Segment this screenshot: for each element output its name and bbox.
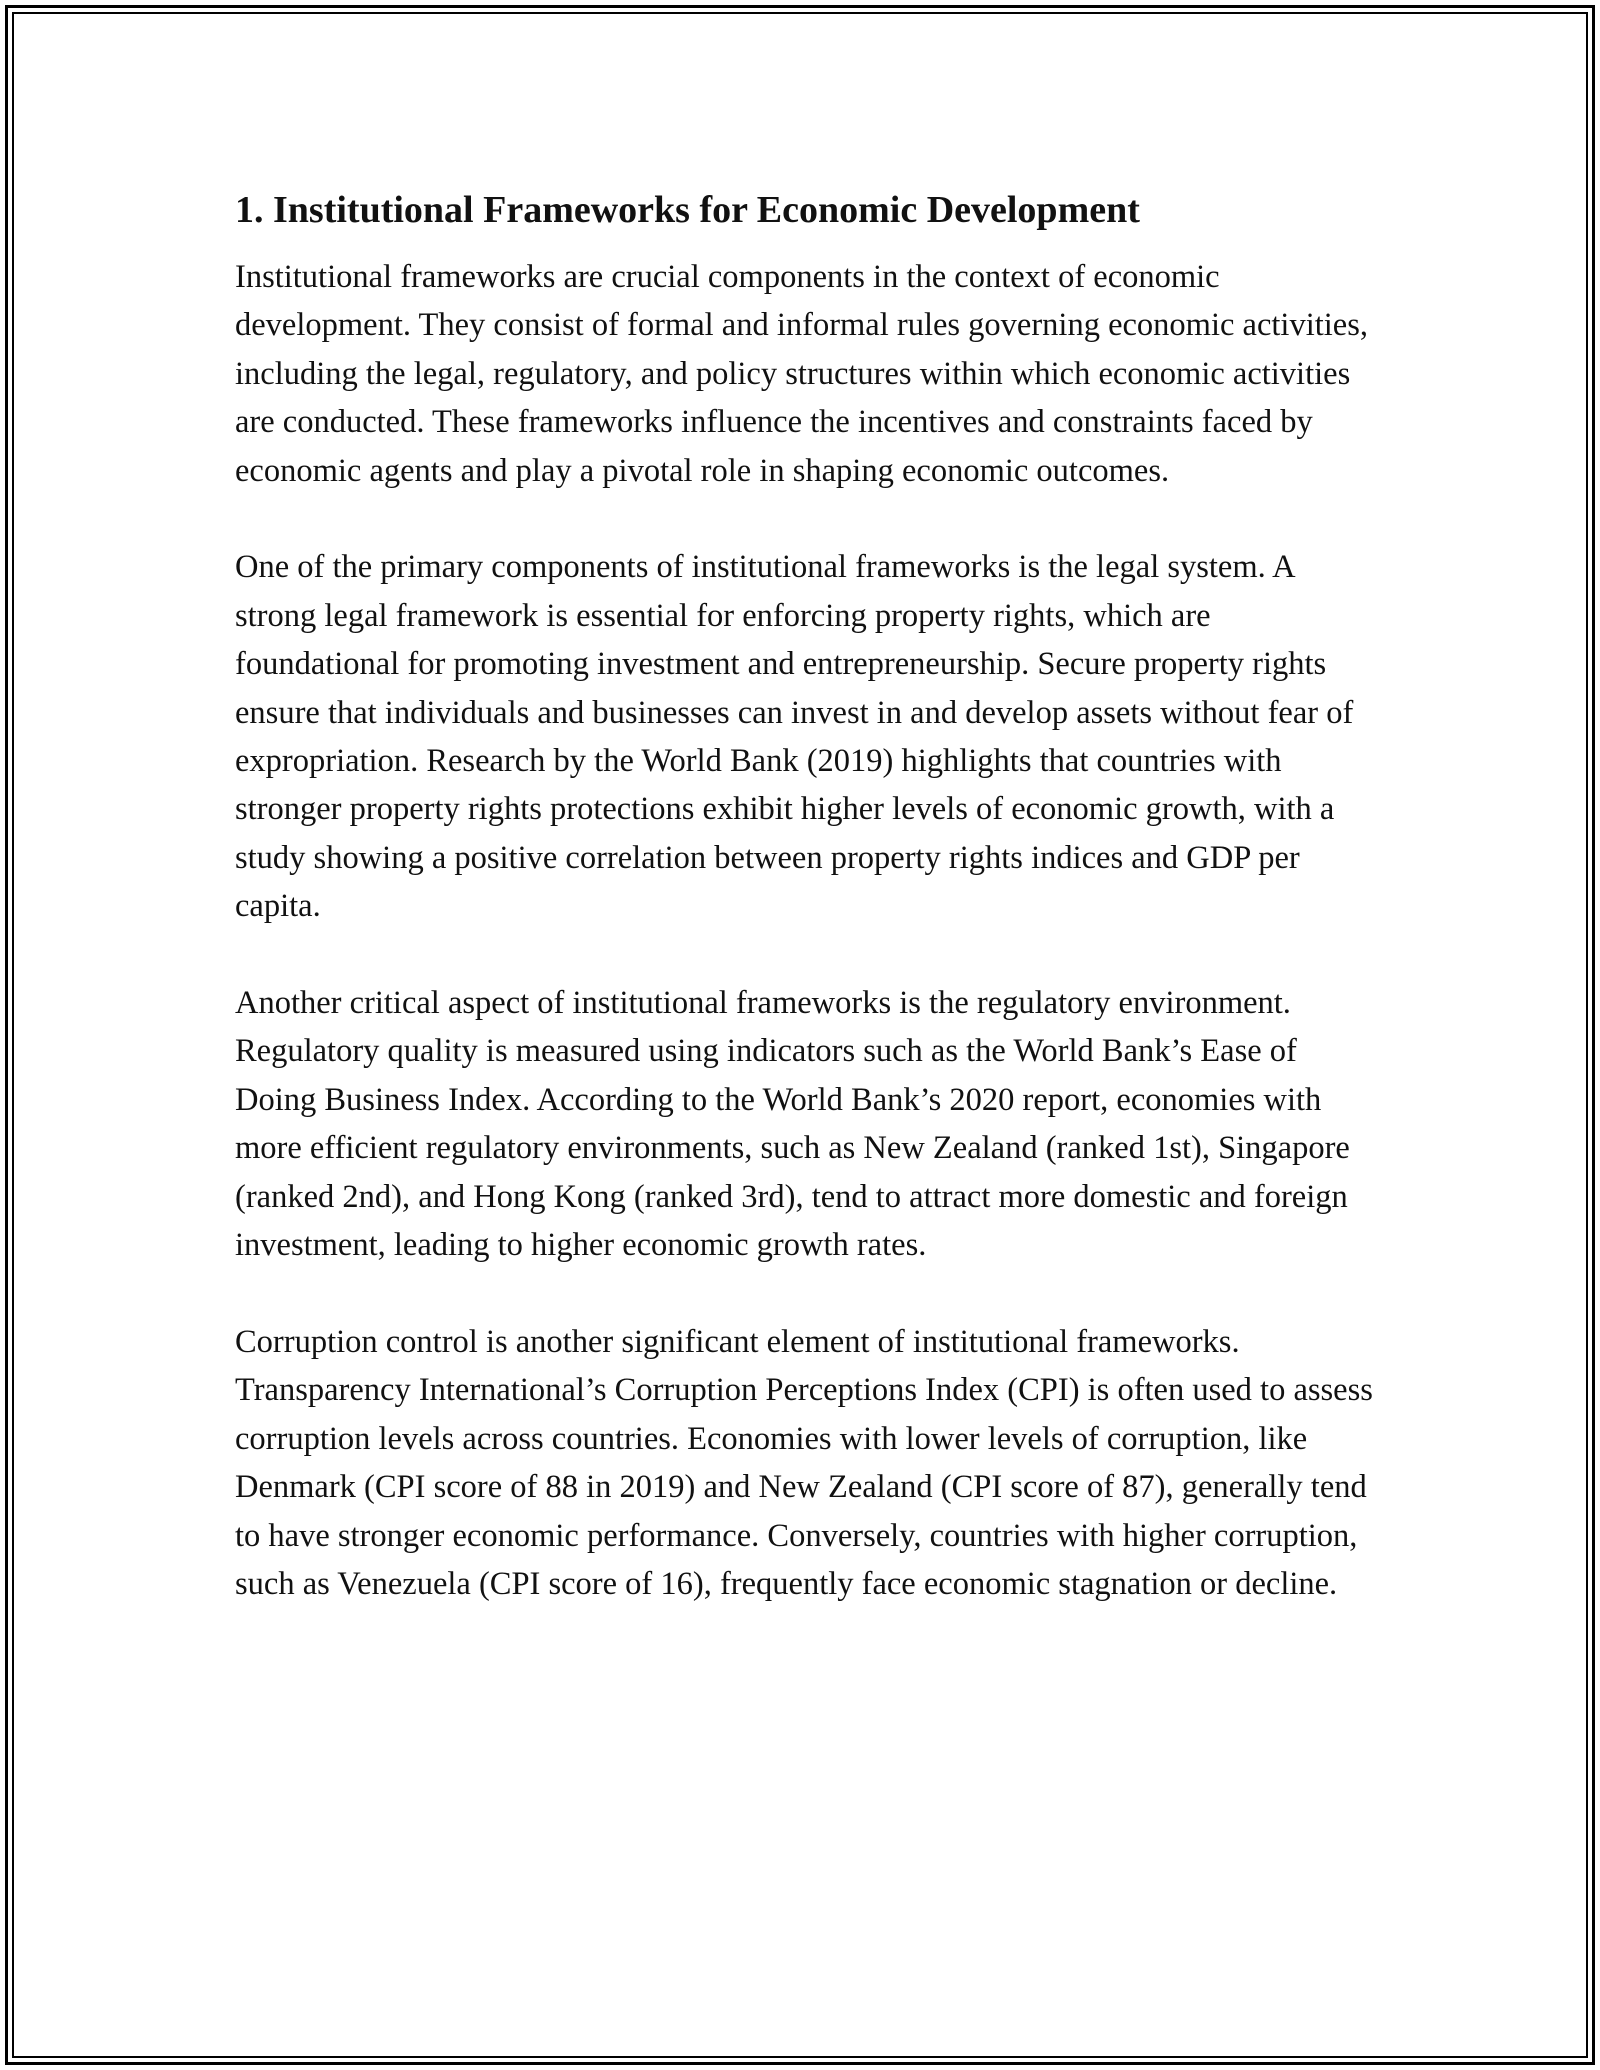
document-page [235, 185, 1380, 1657]
section-heading: 1. Institutional Frameworks for Economic Development [235, 189, 1140, 231]
paragraph-legal-system: One of the primary components of institutional frameworks is the legal system. A strong legal framework is essential for enforcing property rights, which are foundational for promoting investment and entrepreneurship. Secure property rights ensure that individuals and businesses can invest in and develop assets without fear of expropriation. Research by the World Bank (2019) highlights that countries with stronger property rights protections exhibit higher levels of economic growth, with a study showing a positive correlation between property rights indices and GDP per capita. [235, 549, 1354, 925]
paragraph-regulatory-environment: Another critical aspect of institutional frameworks is the regulatory environment. Regulatory quality is measured using indicators such as the World Bank’s Ease of Doing Business Index. According to the World Bank’s 2020 report, economies with more efficient regulatory environments, such as New Zealand (ranked 1st), Singapore (ranked 2nd), and Hong Kong (ranked 3rd), tend to attract more domestic and foreign investment, leading to higher economic growth rates. [235, 985, 1350, 1264]
paragraph-corruption-control: Corruption control is another significant element of institutional frameworks. Transparency International’s Corruption Perceptions Index (CPI) is often used to assess corruption levels across countries. Economies with lower levels of corruption, like Denmark (CPI score of 88 in 2019) and New Zealand (CPI score of 87), generally tend to have stronger economic performance. Conversely, countries with higher corruption, such as Venezuela (CPI score of 16), frequently face economic stagnation or decline. [235, 1323, 1373, 1602]
paragraph-institutional-frameworks: Institutional frameworks are crucial components in the context of economic development. They consist of formal and informal rules governing economic activities, including the legal, regulatory, and policy structures within which economic activities are conducted. These frameworks influence the incentives and constraints faced by economic agents and play a pivotal role in shaping economic outcomes. [235, 259, 1368, 489]
